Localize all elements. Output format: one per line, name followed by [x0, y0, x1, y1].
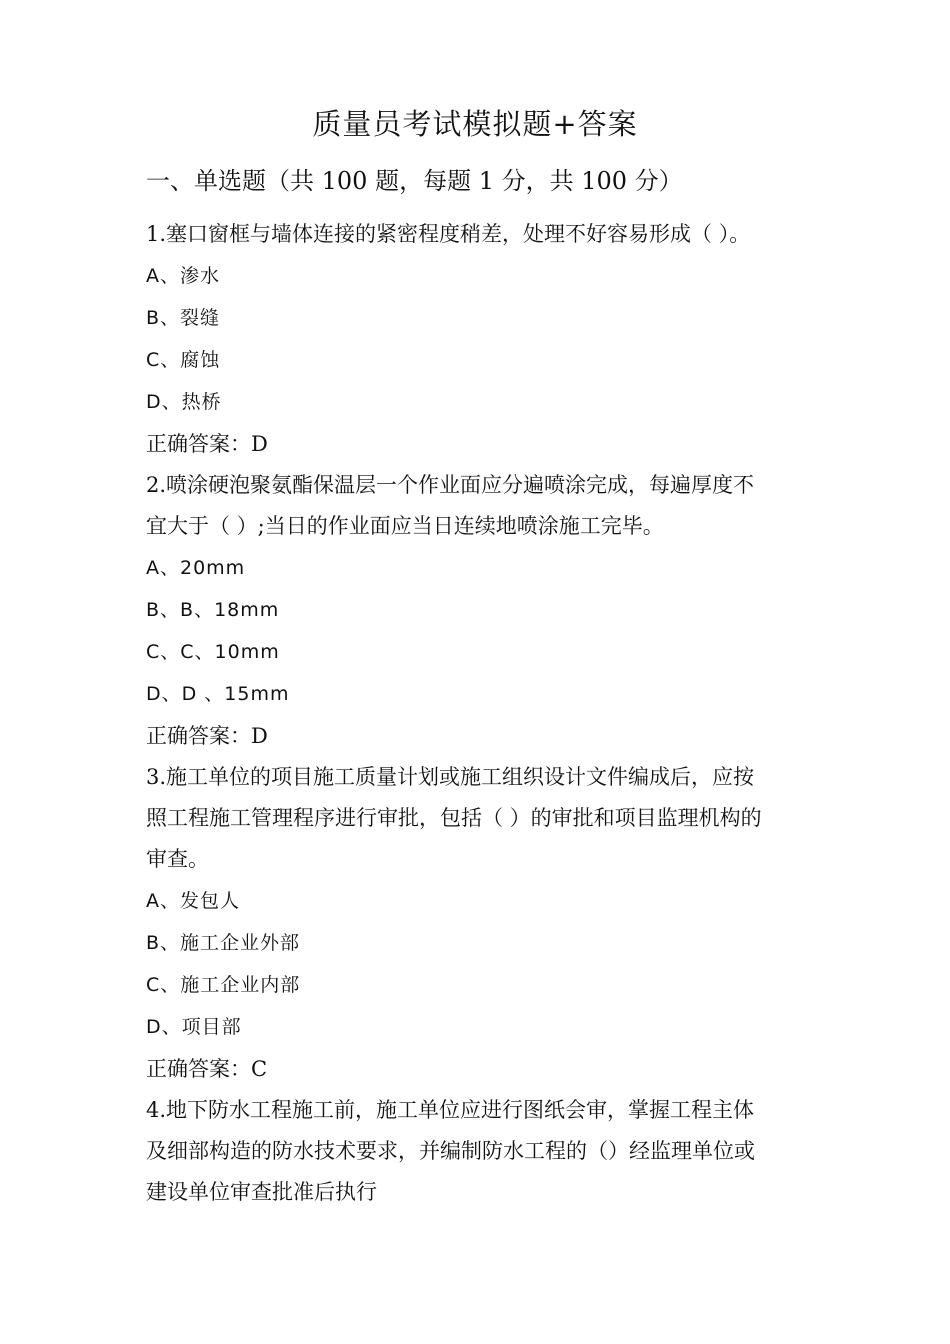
option-b: B、B、18mm	[146, 599, 280, 621]
question-line: 2.喷涂硬泡聚氨酯保温层一个作业面应分遍喷涂完成，每遍厚度不	[146, 473, 755, 497]
option-a: A、发包人	[146, 890, 240, 912]
question-line: 宜大于（ ）;当日的作业面应当日连续地喷涂施工完毕。	[146, 514, 664, 538]
option-d: D、D 、15mm	[146, 683, 290, 705]
correct-answer: 正确答案：D	[146, 724, 268, 748]
question-line: 4.地下防水工程施工前，施工单位应进行图纸会审，掌握工程主体	[146, 1098, 755, 1122]
question-list	[146, 214, 810, 1213]
question-2	[146, 465, 810, 757]
option-c: C、腐蚀	[146, 349, 221, 371]
option-d: D、项目部	[146, 1016, 242, 1038]
option-c: C、施工企业内部	[146, 974, 301, 996]
option-b: B、施工企业外部	[146, 932, 301, 954]
question-line: 审查。	[146, 847, 209, 871]
page-title: 质量员考试模拟题+答案	[312, 107, 638, 141]
correct-answer: 正确答案：C	[146, 1057, 268, 1081]
option-c: C、C、10mm	[146, 641, 280, 663]
correct-answer: 正确答案：D	[146, 432, 268, 456]
option-a: A、渗水	[146, 265, 220, 287]
option-a: A、20mm	[146, 557, 246, 579]
option-b: B、裂缝	[146, 307, 221, 329]
question-text	[146, 1090, 810, 1213]
question-text	[146, 214, 810, 255]
question-line: 3.施工单位的项目施工质量计划或施工组织设计文件编成后，应按	[146, 765, 755, 789]
section-heading: 一、单选题（共 100 题，每题 1 分，共 100 分）	[146, 167, 683, 195]
question-line: 及细部构造的防水技术要求，并编制防水工程的（）经监理单位或	[146, 1139, 755, 1163]
question-3	[146, 757, 810, 1090]
question-line: 1.塞口窗框与墙体连接的紧密程度稍差，处理不好容易形成（ ）。	[146, 222, 751, 246]
question-line: 建设单位审查批准后执行	[146, 1180, 377, 1204]
question-line: 照工程施工管理程序进行审批，包括（ ）的审批和项目监理机构的	[146, 806, 762, 830]
question-text	[146, 757, 810, 880]
question-1	[146, 214, 810, 465]
option-d: D、热桥	[146, 391, 222, 413]
question-4	[146, 1090, 810, 1213]
question-text	[146, 465, 810, 547]
